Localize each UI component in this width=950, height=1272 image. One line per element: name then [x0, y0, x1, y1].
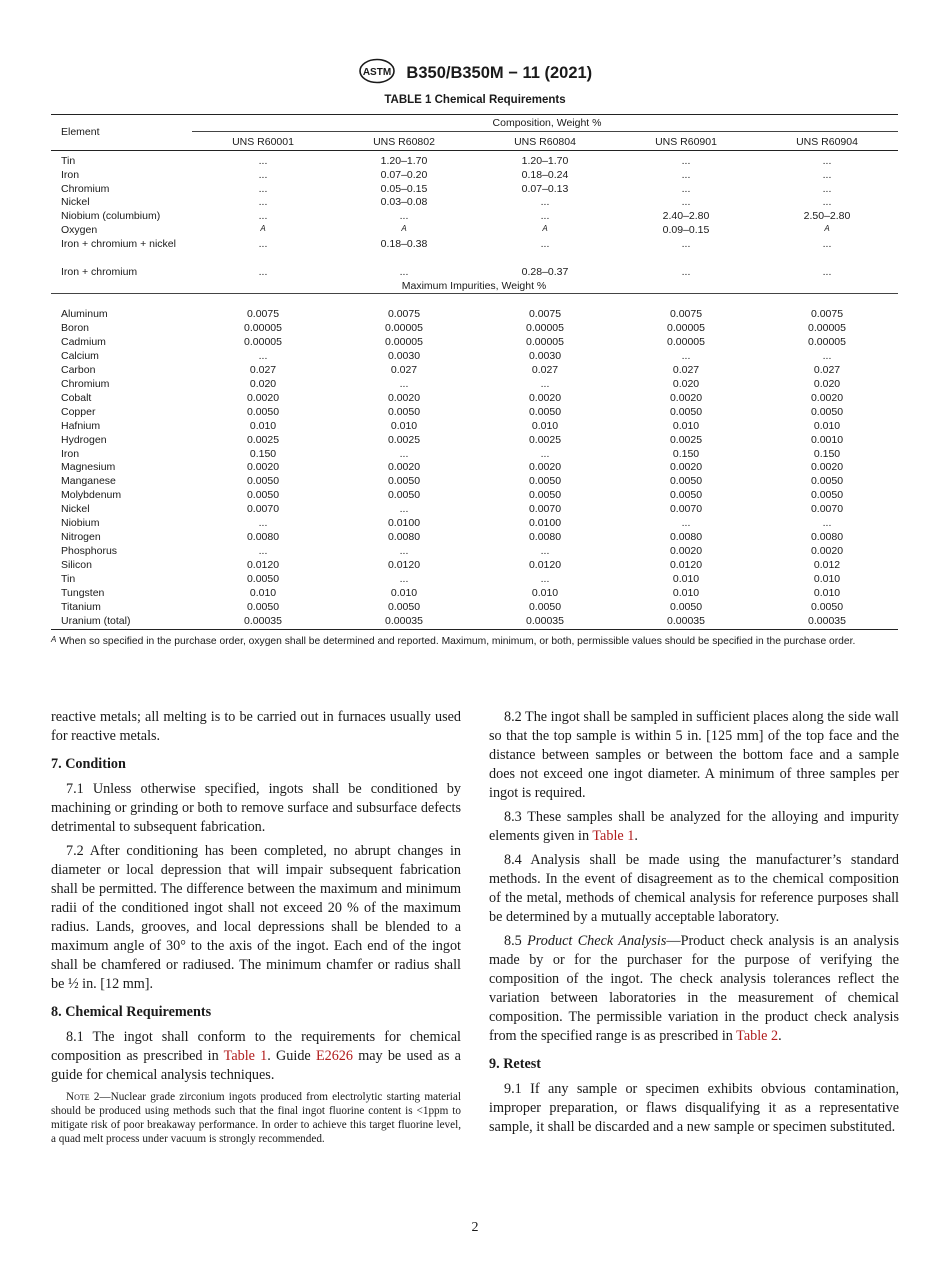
table-cell: 0.0020: [810, 545, 844, 558]
table-cell: ...: [681, 169, 691, 181]
table-row: [51, 335, 898, 349]
table-cell: 0.0020: [669, 545, 703, 558]
table-cell: 0.05–0.15: [380, 183, 428, 195]
table-cell: 0.010: [390, 419, 418, 432]
table-cell: 2.40–2.80: [662, 210, 710, 222]
table-cell: 0.07–0.20: [380, 169, 428, 181]
table-cell: 0.0070: [528, 503, 562, 516]
table-cell: 0.0120: [246, 559, 280, 572]
table-cell: ...: [399, 503, 409, 516]
paragraph-8-4: 8.4 Analysis shall be made using the manufacturer’s standard methods. In the event of disagreement as to the chemical composition of the metal, methods of chemical analysis for reference purposes shall be determined by a mutually acceptable laboratory.: [489, 852, 899, 925]
table-cell: 0.00035: [385, 614, 423, 627]
table-cell: 0.0020: [528, 391, 562, 404]
table-cell: 0.0020: [669, 461, 703, 474]
table-cell: 0.010: [813, 419, 841, 432]
table-cell: ...: [822, 169, 832, 181]
table-cell: ...: [258, 238, 268, 250]
table-cell: ...: [540, 210, 550, 222]
table-row: [51, 572, 898, 586]
table-row: [51, 195, 898, 209]
table-row: [51, 237, 898, 251]
element-name: Nickel: [61, 196, 90, 208]
table-cell: 0.0050: [387, 489, 421, 502]
table-cell: ...: [822, 196, 832, 208]
section-8-title: 8. Chemical Requirements: [51, 1004, 212, 1020]
element-name: Tin: [61, 573, 76, 586]
paragraph-8-3: [489, 808, 899, 846]
table-cell: 0.010: [813, 573, 841, 586]
element-name: Silicon: [61, 559, 92, 572]
table-cell: 0.010: [672, 573, 700, 586]
table-cell: 0.0070: [246, 503, 280, 516]
table-row: [51, 447, 898, 461]
table-footnote: [51, 634, 901, 649]
column-header: UNS R60804: [514, 136, 576, 148]
table-cell: 0.0050: [528, 405, 562, 418]
table-row: [51, 223, 898, 237]
table-row: [51, 377, 898, 391]
table-cell: 0.027: [390, 363, 418, 376]
paragraph-7-1: 7.1 Unless otherwise specified, ingots shall be conditioned by machining or grinding or both to remove surface and subsurface defects detrimental to subsequent fabrication.: [51, 781, 461, 835]
element-name: Boron: [61, 321, 90, 334]
table-cell: 0.0075: [669, 308, 703, 320]
table-cell: 0.027: [672, 363, 700, 376]
table-cell: ...: [822, 183, 832, 195]
table-cell: 1.20–1.70: [380, 155, 428, 167]
table-cell: 0.0075: [810, 308, 844, 320]
element-name: Carbon: [61, 363, 96, 376]
table-cell: 0.0050: [246, 475, 280, 488]
table-row: [51, 530, 898, 544]
table-row: [51, 586, 898, 600]
table-cell: 0.0050: [669, 475, 703, 488]
table-cell: ...: [822, 349, 832, 362]
table-cell: 0.027: [249, 363, 277, 376]
table-cell: ...: [540, 238, 550, 250]
table-cell: ...: [822, 517, 832, 530]
table-cell: 0.0020: [387, 391, 421, 404]
table-cell: 0.0100: [387, 517, 421, 530]
table-cell: ...: [399, 545, 409, 558]
table-cell: 0.010: [672, 587, 700, 599]
table-cell: 0.150: [672, 447, 700, 460]
table-cell: ...: [399, 447, 409, 460]
table-cell: 0.0025: [669, 433, 703, 446]
table-cell: 0.0080: [528, 531, 562, 544]
element-name: Cadmium: [61, 335, 106, 348]
table-cell: A: [542, 224, 548, 233]
table-cell: 0.0050: [810, 475, 844, 488]
column-header: UNS R60802: [373, 136, 435, 148]
table-cell: 0.0020: [810, 461, 844, 474]
table-cell: ...: [540, 196, 550, 208]
svg-text:ASTM: ASTM: [362, 67, 391, 78]
table-cell: A: [260, 224, 266, 233]
table-cell: 0.0080: [246, 531, 280, 544]
table-cell: 0.0050: [669, 489, 703, 502]
table-cell: 0.0075: [528, 308, 562, 320]
impurities-header: Maximum Impurities, Weight %: [401, 280, 547, 292]
table-cell: 0.0120: [528, 559, 562, 572]
table-cell: ...: [681, 196, 691, 208]
table-row: [51, 405, 898, 419]
paragraph-8-2: 8.2 The ingot shall be sampled in sufficient places along the side wall so that the top sample is within 5 in. [125 mm] of the top face and the distance between samples or between the bottom face and a sample does not exceed one ingot diameter. A minimum of three samples per ingot is required.: [489, 709, 899, 801]
table-cell: ...: [258, 545, 268, 558]
table-row: [51, 516, 898, 530]
table-cell: ...: [681, 155, 691, 167]
table-cell: ...: [681, 238, 691, 250]
table-cell: 0.0050: [669, 405, 703, 418]
element-name: Phosphorus: [61, 545, 118, 558]
table-cell: 0.0080: [669, 531, 703, 544]
table-cell: 0.0020: [246, 461, 280, 474]
element-name: Chromium: [61, 183, 110, 195]
table-cell: 0.00005: [244, 335, 282, 348]
element-name: Iron + chromium: [61, 266, 138, 278]
table-cell: ...: [399, 377, 409, 390]
column-header: UNS R60001: [232, 136, 294, 148]
footnote-mark: A: [51, 635, 57, 644]
column-header: UNS R60904: [796, 136, 858, 148]
element-name: Nitrogen: [61, 531, 101, 544]
table-cell: ...: [258, 169, 268, 181]
table-cell: 0.020: [813, 377, 841, 390]
table-cell: 0.027: [531, 363, 559, 376]
table-cell: 0.0050: [669, 600, 703, 613]
table-row: [51, 474, 898, 488]
table-cell: 0.0025: [246, 433, 280, 446]
table-cell: 2.50–2.80: [803, 210, 851, 222]
table-cell: 0.010: [813, 587, 841, 599]
table-row: [51, 154, 898, 168]
table-cell: A: [824, 224, 830, 233]
table-row: [51, 600, 898, 614]
element-name: Niobium (columbium): [61, 210, 161, 222]
element-name: Cobalt: [61, 391, 92, 404]
table-cell: ...: [822, 266, 832, 278]
table-cell: 0.00005: [667, 321, 705, 334]
element-name: Manganese: [61, 475, 116, 488]
table-cell: 0.010: [531, 419, 559, 432]
table-cell: 0.0020: [387, 461, 421, 474]
table-cell: 0.0050: [528, 600, 562, 613]
element-name: Uranium (total): [61, 614, 131, 627]
table-cell: A: [401, 224, 407, 233]
paragraph-8-3-text: 8.3 These samples shall be analyzed for the alloying and impurity elements given in: [489, 809, 899, 844]
table-cell: 0.0070: [669, 503, 703, 516]
product-check-term: Product Check Analysis: [527, 933, 667, 949]
page-number: 2: [471, 1220, 479, 1235]
element-name: Iron + chromium + nickel: [61, 238, 176, 250]
paragraph-8-1: [51, 1028, 461, 1085]
table-cell: 0.00005: [526, 335, 564, 348]
table-cell: 0.0080: [387, 531, 421, 544]
table-1-link[interactable]: Table 1: [592, 828, 635, 844]
table-row: [51, 614, 898, 628]
table-1-link[interactable]: Table 1: [223, 1048, 268, 1064]
table-row: [51, 265, 898, 279]
paragraph-8-1-text: may be used as a guide for chemical analysis techniques.: [51, 1048, 461, 1083]
table-cell: 0.00035: [526, 614, 564, 627]
paragraph-8-5-text: —Product check analysis is an analysis made by or for the purchaser for the purpose of verifying the composition of the ingot. The check analysis tolerances reflect the variation between laboratories in the measurement of chemical composition. The permissible variation in the product check analysis from the specified range is as prescribed in: [489, 933, 900, 1044]
table-cell: ...: [681, 183, 691, 195]
table-row: [51, 182, 898, 196]
table-cell: 0.150: [813, 447, 841, 460]
table-cell: 0.0050: [810, 489, 844, 502]
table-cell: ...: [258, 210, 268, 222]
table-row: [51, 460, 898, 474]
table-cell: ...: [681, 266, 691, 278]
table-cell: 0.0030: [528, 349, 562, 362]
element-name: Iron: [61, 169, 80, 181]
table-cell: ...: [399, 573, 409, 586]
table-cell: 0.00005: [526, 321, 564, 334]
table-cell: 0.0050: [528, 489, 562, 502]
composition-header: Composition, Weight %: [492, 117, 602, 129]
table-cell: 0.0050: [387, 475, 421, 488]
table-cell: ...: [822, 238, 832, 250]
table-cell: 0.0120: [387, 559, 421, 572]
element-name: Tin: [61, 155, 76, 167]
table-2-link[interactable]: Table 2: [736, 1028, 779, 1044]
table-row: [51, 321, 898, 335]
impurities-rule: [51, 293, 898, 294]
table-cell: 0.010: [531, 587, 559, 599]
element-header: Element: [61, 126, 100, 138]
element-name: Nickel: [61, 503, 90, 516]
table-row: [51, 307, 898, 321]
table-cell: ...: [258, 196, 268, 208]
note-text: —Nuclear grade zirconium ingots produced from electrolytic starting material should be produced using methods such that the final ingot fluorine content is <1ppm to mitigate risk of poor breakaway performance. In order to achieve this target fluorine level, a quad melt process under vacuum is strongly recommended.: [51, 1091, 461, 1145]
table-cell: 0.0120: [669, 559, 703, 572]
table-cell: 1.20–1.70: [521, 155, 569, 167]
table-cell: 0.020: [672, 377, 700, 390]
table-cell: 0.03–0.08: [380, 196, 428, 208]
element-name: Hydrogen: [61, 433, 107, 446]
table-cell: 0.0020: [246, 391, 280, 404]
element-name: Copper: [61, 405, 96, 418]
paragraph-8-5-number: 8.5: [504, 933, 522, 949]
table-cell: 0.012: [813, 559, 841, 572]
table-cell: 0.0025: [528, 433, 562, 446]
element-name: Niobium: [61, 517, 100, 530]
table-cell: ...: [258, 183, 268, 195]
table-cell: ...: [540, 573, 550, 586]
table-bottom-rule: [51, 629, 898, 630]
table-cell: 0.09–0.15: [662, 224, 710, 236]
table-cell: 0.010: [249, 419, 277, 432]
table-row: [51, 349, 898, 363]
table-cell: 0.0100: [528, 517, 562, 530]
table-cell: 0.00005: [667, 335, 705, 348]
table-row: [51, 544, 898, 558]
element-name: Tungsten: [61, 587, 105, 599]
table-cell: 0.00005: [385, 321, 423, 334]
table-cell: 0.0020: [810, 391, 844, 404]
paragraph-8-1-text: 8.1 The ingot shall conform to the requirements for chemical composition as prescribed in: [51, 1029, 461, 1064]
table-cell: ...: [399, 266, 409, 278]
table-cell: 0.0075: [387, 308, 421, 320]
table-cell: 0.010: [672, 419, 700, 432]
table-cell: 0.00035: [667, 614, 705, 627]
table-cell: 0.027: [813, 363, 841, 376]
table-cell: 0.0030: [387, 349, 421, 362]
table-cell: 0.0070: [810, 503, 844, 516]
table-cell: 0.0020: [669, 391, 703, 404]
right-column: [489, 708, 899, 1142]
table-cell: 0.150: [249, 447, 277, 460]
element-name: Molybdenum: [61, 489, 122, 502]
table-cell: 0.28–0.37: [521, 266, 569, 278]
paragraph-7-2: 7.2 After conditioning has been completed, no abrupt changes in diameter or local depression that will impair subsequent fabrication shall be permitted. The difference between the maximum and minimum radii of the conditioned ingot shall not exceed 20 % of the maximum radius. Lands, grooves, and local depressions shall be blended to a maximum angle of 30° to the axis of the ingot. Each end of the ingot shall be chamfered or radiused. The minimum chamfer or radius shall be ½ in. [12 mm].: [51, 843, 461, 992]
table-cell: 0.0050: [810, 405, 844, 418]
element-name: Magnesium: [61, 461, 116, 474]
table-cell: 0.0050: [810, 600, 844, 613]
intro-paragraph: reactive metals; all melting is to be carried out in furnaces usually used for reactive metals.: [51, 709, 461, 744]
table-cell: 0.0020: [528, 461, 562, 474]
astm-logo-icon: [358, 58, 396, 89]
table-row: [51, 391, 898, 405]
table-cell: 0.0075: [246, 308, 280, 320]
table-cell: 0.0025: [387, 433, 421, 446]
header-bottom-rule: [51, 150, 898, 151]
note-2: [51, 1090, 461, 1146]
e2626-link[interactable]: E2626: [315, 1048, 353, 1064]
table-cell: 0.0050: [387, 600, 421, 613]
table-cell: 0.00005: [808, 321, 846, 334]
table-cell: 0.010: [390, 587, 418, 599]
table-cell: 0.18–0.38: [380, 238, 428, 250]
page-header: [0, 58, 950, 89]
table-cell: 0.0050: [528, 475, 562, 488]
table-cell: 0.00005: [244, 321, 282, 334]
table-cell: 0.00035: [244, 614, 282, 627]
table-cell: 0.0050: [246, 573, 280, 586]
element-name: Chromium: [61, 377, 110, 390]
paragraph-9-1: 9.1 If any sample or specimen exhibits obvious contamination, improper preparation, or flaws disqualifying it as a representative sample, it shall be discarded and a new sample or specimen substituted.: [489, 1081, 899, 1135]
element-name: Calcium: [61, 349, 99, 362]
table-cell: ...: [258, 349, 268, 362]
table-cell: 0.18–0.24: [521, 169, 569, 181]
table-cell: ...: [540, 447, 550, 460]
element-name: Aluminum: [61, 308, 108, 320]
table-title: TABLE 1 Chemical Requirements: [384, 94, 566, 106]
table-cell: ...: [540, 545, 550, 558]
table-row: [51, 419, 898, 433]
table-cell: 0.00005: [385, 335, 423, 348]
left-column: [51, 708, 461, 1151]
table-row: [51, 209, 898, 223]
table-cell: 0.0050: [246, 489, 280, 502]
paragraph-8-1-text: . Guide: [267, 1048, 311, 1064]
table-cell: 0.00035: [808, 614, 846, 627]
column-header: UNS R60901: [655, 136, 717, 148]
table-cell: 0.07–0.13: [521, 183, 569, 195]
table-cell: 0.0050: [387, 405, 421, 418]
table-cell: ...: [540, 377, 550, 390]
element-name: Iron: [61, 447, 80, 460]
footnote-text: When so specified in the purchase order, oxygen shall be determined and reported. Maximum, minimum, or both, permissible values should be specified in the purchase order.: [59, 636, 856, 647]
table-row: [51, 363, 898, 377]
table-cell: 0.00005: [808, 335, 846, 348]
table-cell: 0.0050: [246, 600, 280, 613]
table-row: [51, 558, 898, 572]
table-cell: ...: [258, 155, 268, 167]
table-row: [51, 168, 898, 182]
note-label: Note 2: [66, 1091, 100, 1103]
table-row: [51, 488, 898, 502]
element-name: Oxygen: [61, 224, 98, 236]
table-row: [51, 433, 898, 447]
table-row: [51, 502, 898, 516]
table-cell: 0.0080: [810, 531, 844, 544]
element-name: Titanium: [61, 600, 101, 613]
table-cell: ...: [258, 266, 268, 278]
composition-rule: [192, 131, 898, 132]
paragraph-8-5: [489, 932, 899, 1046]
table-cell: ...: [822, 155, 832, 167]
table-cell: ...: [399, 210, 409, 222]
table-cell: ...: [681, 517, 691, 530]
paragraph-8-5-text: .: [778, 1028, 782, 1044]
section-9-title: 9. Retest: [489, 1056, 541, 1072]
table-top-rule: [51, 114, 898, 115]
table-cell: ...: [258, 517, 268, 530]
designation: B350/B350M − 11 (2021): [406, 64, 593, 82]
paragraph-8-3-text: .: [634, 828, 638, 844]
table-cell: 0.020: [249, 377, 277, 390]
table-cell: 0.010: [249, 587, 277, 599]
table-cell: ...: [681, 349, 691, 362]
table-cell: 0.0050: [246, 405, 280, 418]
element-name: Hafnium: [61, 419, 101, 432]
section-7-title: 7. Condition: [51, 756, 126, 772]
table-cell: 0.0010: [810, 433, 844, 446]
